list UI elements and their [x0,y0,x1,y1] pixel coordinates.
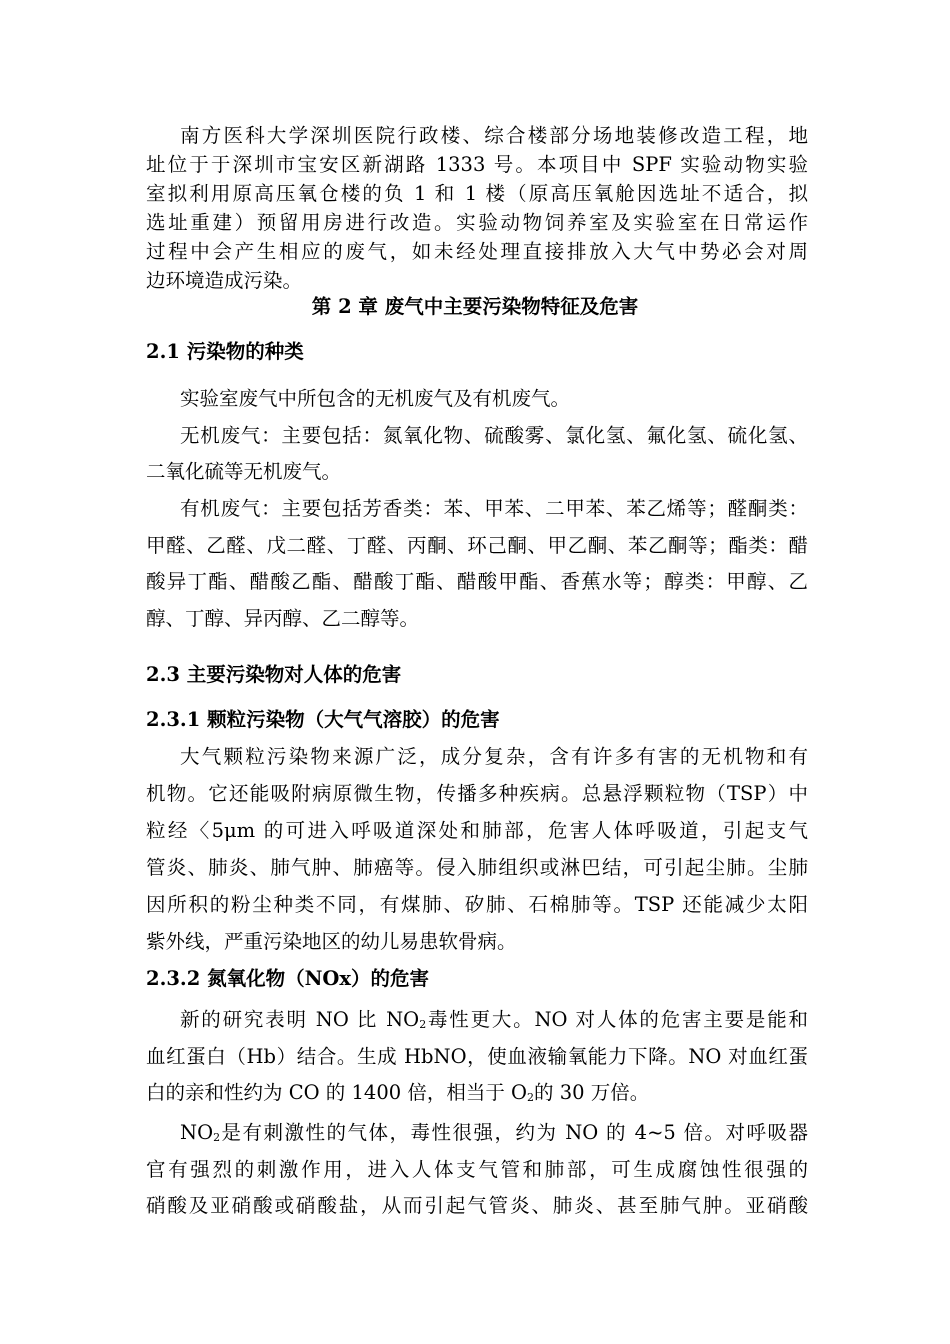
text-span: 的 30 万倍。 [534,1081,650,1104]
subscript: 2 [419,1018,427,1031]
paragraph-line [146,1081,649,1105]
paragraph-line: 官有强烈的刺激作用，进入人体支气管和肺部，可生成腐蚀性很强的 [146,1158,808,1181]
subscript: 2 [213,1131,221,1144]
paragraph-line: 甲醛、乙醛、戊二醛、丁醛、丙酮、环己酮、甲乙酮、苯乙酮等；酯类：醋 [146,534,808,557]
intro-line: 南方医科大学深圳医院行政楼、综合楼部分场地装修改造工程，地 [180,124,808,147]
paragraph-line [180,1008,808,1032]
text-span: 是有刺激性的气体，毒性很强，约为 NO 的 4~5 倍。对呼吸器 [220,1121,808,1144]
intro-line: 址位于于深圳市宝安区新湖路 1333 号。本项目中 SPF 实验动物实验 [146,153,808,176]
text-span: 毒性更大。NO 对人体的危害主要是能和 [426,1008,809,1031]
intro-line: 选址重建）预留用房进行改造。实验动物饲养室及实验室在日常运作 [146,211,808,234]
section-heading-2-3: 2.3 主要污染物对人体的危害 [146,663,402,686]
paragraph-line: 紫外线，严重污染地区的幼儿易患软骨病。 [146,930,517,953]
section-heading-2-3-1: 2.3.1 颗粒污染物（大气气溶胶）的危害 [146,708,500,731]
subscript: 2 [527,1091,535,1104]
paragraph-line: 大气颗粒污染物来源广泛，成分复杂，含有许多有害的无机物和有 [180,745,808,768]
section-heading-2-3-2: 2.3.2 氮氧化物（NOx）的危害 [146,967,430,990]
paragraph-line: 粒经〈5μm 的可进入呼吸道深处和肺部，危害人体呼吸道，引起支气 [146,819,808,842]
paragraph-line: 醇、丁醇、异丙醇、乙二醇等。 [146,607,420,630]
intro-line: 边环境造成污染。 [146,269,303,292]
section-heading-2-1: 2.1 污染物的种类 [146,340,304,363]
paragraph-line: 因所积的粉尘种类不同，有煤肺、矽肺、石棉肺等。TSP 还能减少太阳 [146,893,808,916]
paragraph-line: 有机废气：主要包括芳香类：苯、甲苯、二甲苯、苯乙烯等；醛酮类： [180,497,808,520]
text-span: 白的亲和性约为 CO 的 1400 倍，相当于 O [146,1081,528,1104]
paragraph-line: 无机废气：主要包括：氮氧化物、硫酸雾、氯化氢、氟化氢、硫化氢、 [180,424,808,447]
paragraph-line: 二氧化硫等无机废气。 [146,460,342,483]
paragraph-line: 机物。它还能吸附病原微生物，传播多种疾病。总悬浮颗粒物（TSP）中 [146,782,808,805]
paragraph-line [180,1121,808,1145]
paragraph-line: 酸异丁酯、醋酸乙酯、醋酸丁酯、醋酸甲酯、香蕉水等；醇类：甲醇、乙 [146,570,808,593]
text-span: 新的研究表明 NO 比 NO [180,1008,420,1031]
intro-line: 过程中会产生相应的废气，如未经处理直接排放入大气中势必会对周 [146,240,808,263]
paragraph-line: 血红蛋白（Hb）结合。生成 HbNO，使血液输氧能力下降。NO 对血红蛋 [146,1045,808,1068]
text-span: NO [180,1121,214,1144]
paragraph-line: 硝酸及亚硝酸或硝酸盐，从而引起气管炎、肺炎、甚至肺气肿。亚硝酸 [146,1194,808,1217]
intro-line: 室拟利用原高压氧仓楼的负 1 和 1 楼（原高压氧舱因选址不适合，拟 [146,182,808,205]
chapter-title: 第 2 章 废气中主要污染物特征及危害 [311,295,639,318]
paragraph-line: 实验室废气中所包含的无机废气及有机废气。 [180,387,571,410]
paragraph-line: 管炎、肺炎、肺气肿、肺癌等。侵入肺组织或淋巴结，可引起尘肺。尘肺 [146,856,808,879]
